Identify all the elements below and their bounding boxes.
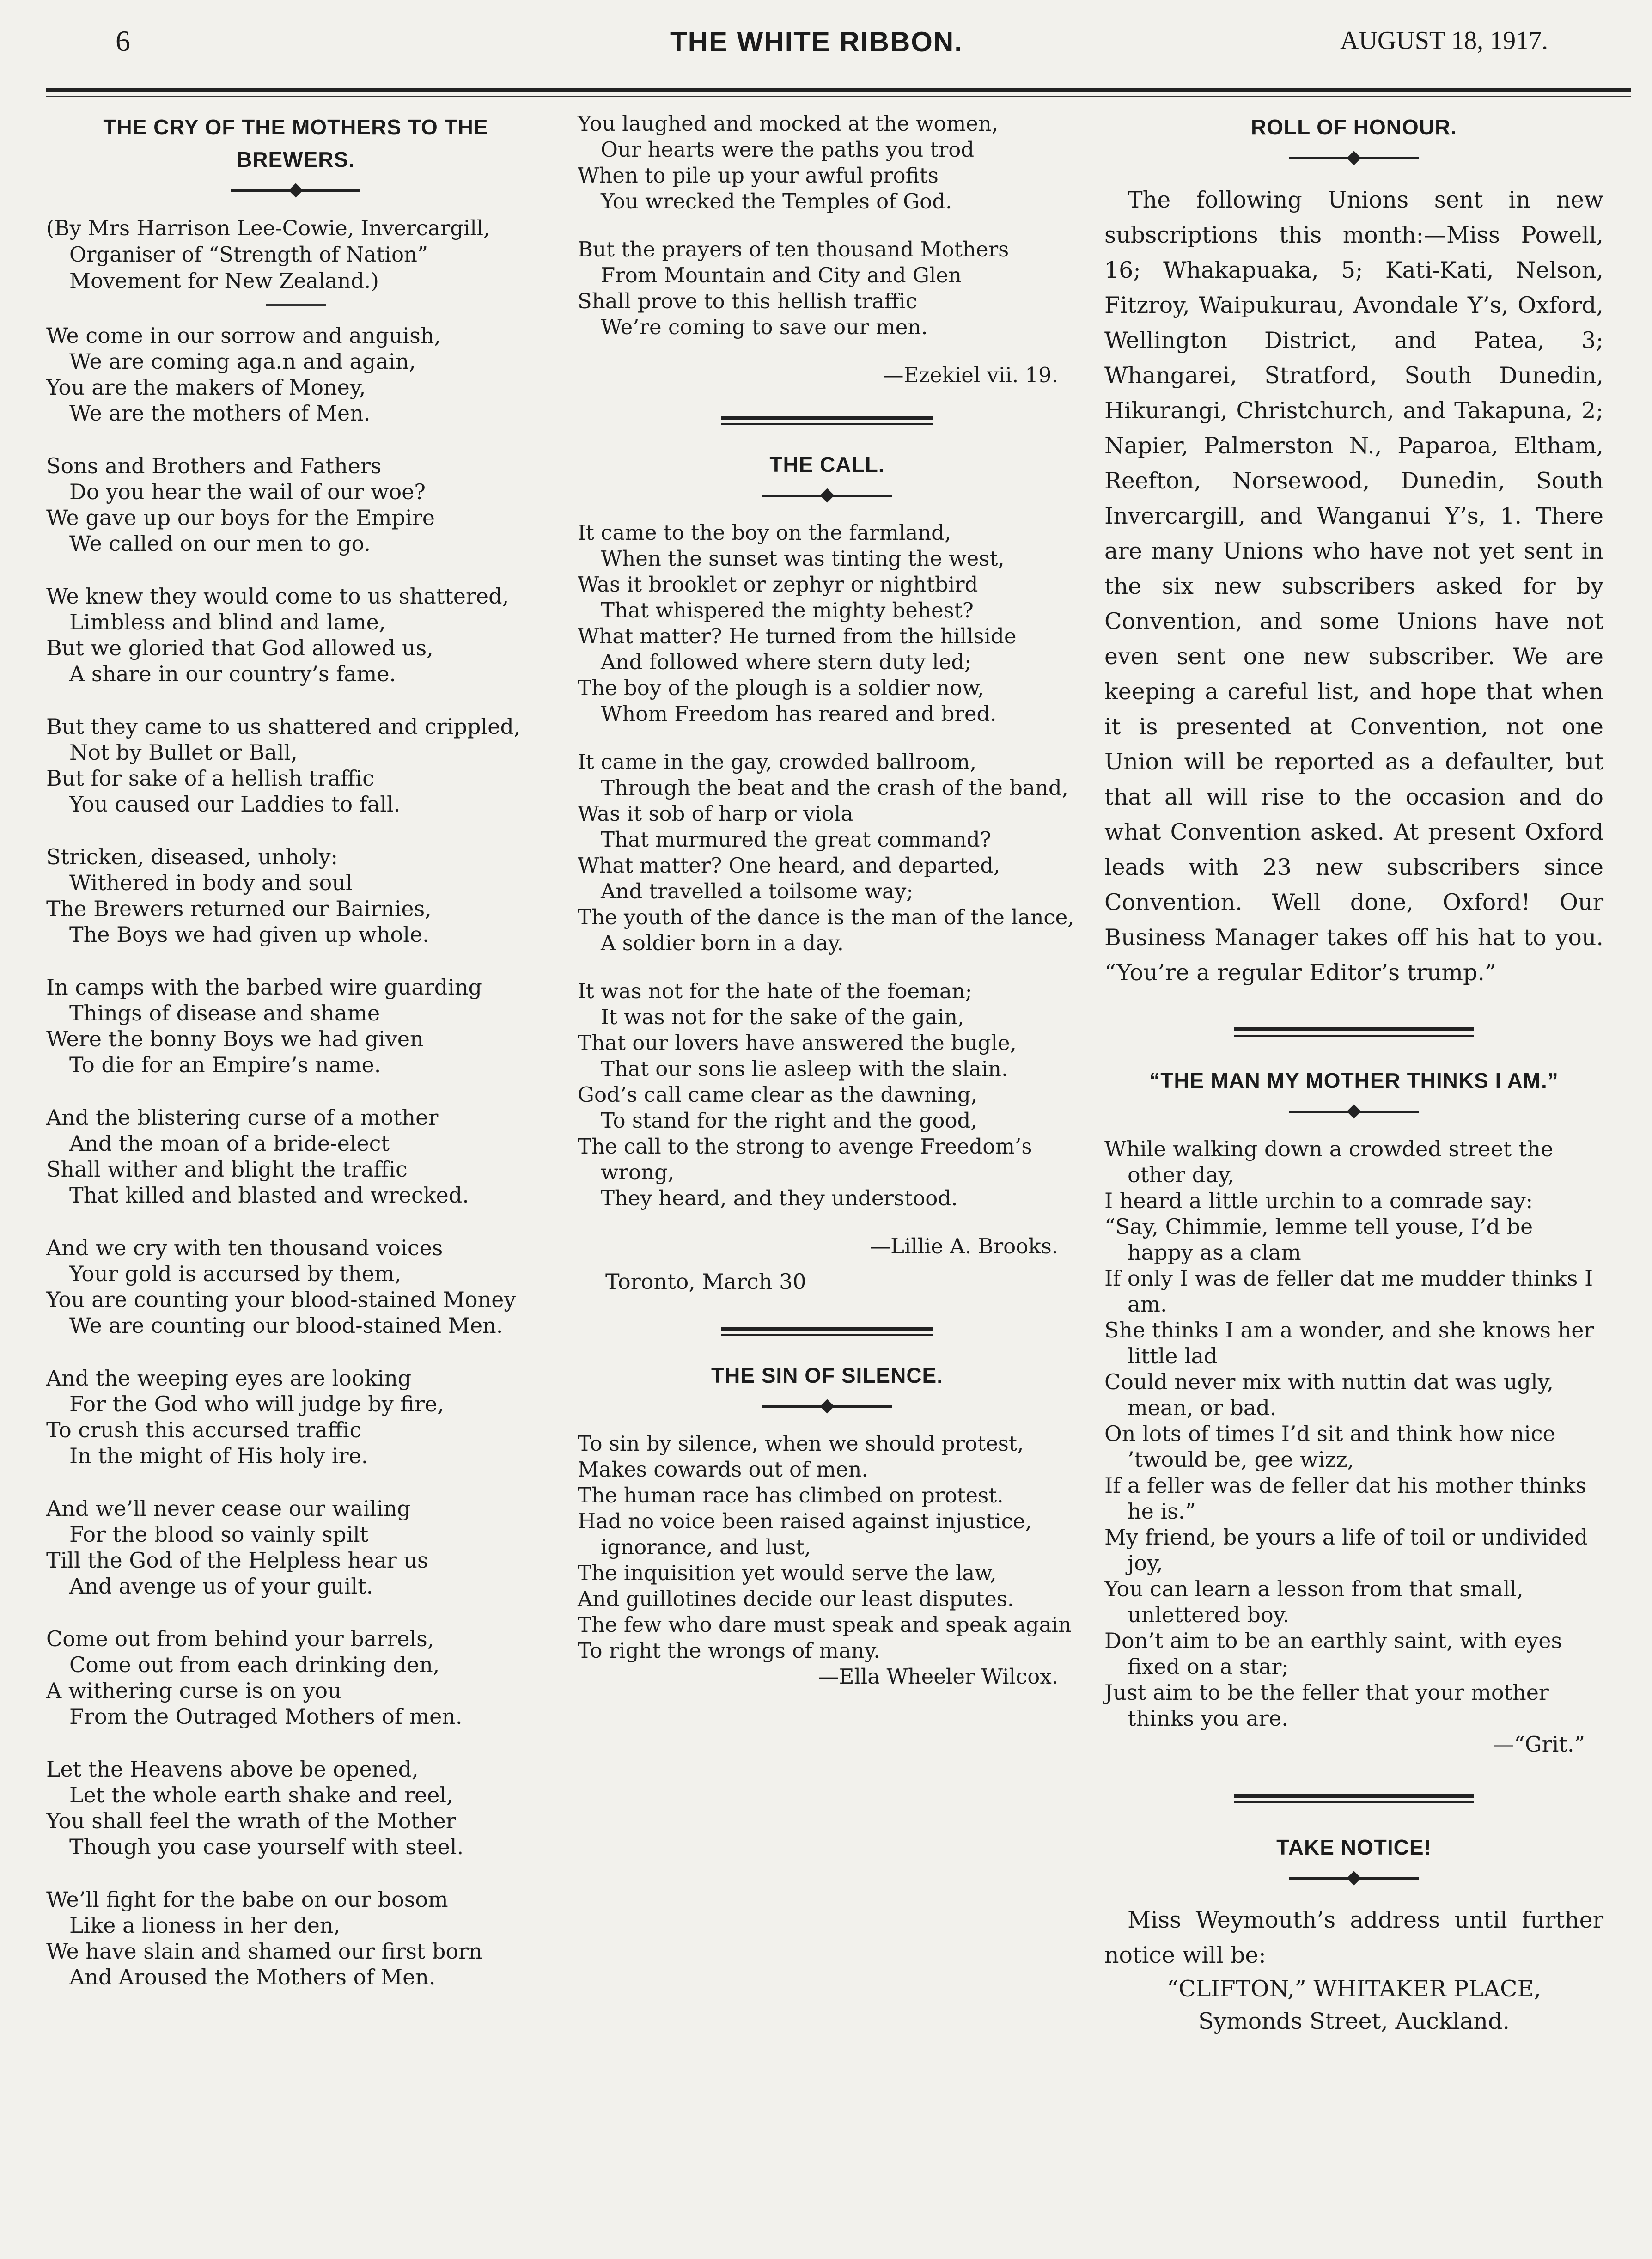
stanza [578, 520, 1077, 727]
poem-line: Through the beat and the crash of the band, [601, 775, 1068, 800]
section-rule [721, 416, 933, 425]
poem-line: Sons and Brothers and Fathers [46, 453, 382, 478]
stanza [46, 1756, 545, 1860]
poem-line: If only I was de feller dat me mudder thinks I am. [1104, 1266, 1593, 1317]
title-ornament [231, 189, 360, 192]
poem-line: For the God who will judge by fire, [69, 1392, 444, 1416]
poem-line: You can learn a lesson from that small, unlettered boy. [1104, 1576, 1524, 1627]
poem-line: If a feller was de feller dat his mother thinks he is.” [1104, 1473, 1586, 1524]
poem-line: That our sons lie asleep with the slain. [601, 1056, 1008, 1081]
call-title: THE CALL. [769, 452, 885, 476]
silence-title: THE SIN OF SILENCE. [711, 1363, 944, 1387]
poem-line: You shall feel the wrath of the Mother [46, 1808, 456, 1833]
silence-poem [578, 1431, 1077, 1664]
header-rule-thin [46, 96, 1631, 97]
poem-line: Whom Freedom has reared and bred. [601, 702, 997, 726]
poem-line: From the Outraged Mothers of men. [69, 1704, 463, 1729]
column-3 [1104, 111, 1603, 2038]
poem-line: Do you hear the wail of our woe? [69, 479, 426, 504]
call-poem [578, 520, 1077, 1211]
notice-address-line1: “CLIFTON,” WHITAKER PLACE, [1167, 1976, 1541, 2002]
poem-line: What matter? He turned from the hillside [578, 624, 1017, 648]
poem-line: You are counting your blood-stained Money [46, 1287, 516, 1312]
poem-line: And avenge us of your guilt. [69, 1574, 373, 1599]
poem-line: And Aroused the Mothers of Men. [69, 1965, 436, 1990]
poem-line: We gave up our boys for the Empire [46, 505, 435, 530]
poem-line: And we cry with ten thousand voices [46, 1235, 443, 1260]
poem-line: Shall prove to this hellish traffic [578, 289, 917, 313]
stanza [46, 714, 545, 817]
cry-poem-continued [578, 111, 1077, 340]
section-rule [721, 1327, 933, 1336]
poem-line: Makes cowards out of men. [578, 1457, 868, 1482]
poem-line: It came in the gay, crowded ballroom, [578, 750, 977, 774]
cry-title: THE CRY OF THE MOTHERS TO THE BREWERS. [103, 115, 488, 171]
poem-line: And guillotines decide our least disputes. [578, 1587, 1014, 1611]
poem-line: To sin by silence, when we should protest, [578, 1431, 1024, 1456]
poem-line: Let the whole earth shake and reel, [69, 1783, 453, 1807]
call-attribution: —Lillie A. Brooks. [870, 1234, 1058, 1258]
notice-address-line2: Symonds Street, Auckland. [1198, 2008, 1510, 2034]
poem-line: To stand for the right and the good, [601, 1108, 977, 1133]
poem-line: You caused our Laddies to fall. [69, 792, 401, 817]
poem-line: Had no voice been raised against injustice, ignorance, and lust, [578, 1509, 1032, 1559]
issue-date: AUGUST 18, 1917. [1340, 26, 1548, 55]
poem-line: That killed and blasted and wrecked. [69, 1183, 469, 1208]
stanza [578, 111, 1077, 214]
call-place: Toronto, March 30 [605, 1269, 806, 1294]
poem-line: Our hearts were the paths you trod [601, 137, 975, 162]
poem-line: A share in our country’s fame. [69, 661, 396, 686]
cry-attribution: —Ezekiel vii. 19. [883, 363, 1058, 387]
stanza [46, 1887, 545, 1990]
stanza [46, 844, 545, 947]
stanza [46, 323, 545, 426]
poem-line: Like a lioness in her den, [69, 1913, 341, 1938]
stanza [578, 237, 1077, 340]
poem-line: From Mountain and City and Glen [601, 263, 962, 287]
poem-line: We come in our sorrow and anguish, [46, 323, 441, 348]
poem-line: Was it sob of harp or viola [578, 801, 853, 826]
stanza [46, 1105, 545, 1208]
poem-line: Let the Heavens above be opened, [46, 1757, 419, 1782]
notice-title: TAKE NOTICE! [1276, 1835, 1432, 1859]
poem-line: On lots of times I’d sit and think how nice ’twould be, gee wizz, [1104, 1421, 1555, 1472]
honour-text: The following Unions sent in new subscriptions this month:—Miss Powell, 16; Whakapuaka, 5; Kati-Kati, Nelson, Fitzroy, Waipukurau, Avondale Y’s, Oxford, Wellington District, and Patea, 3; Whangarei, Stratford, South Dunedin, Hikurangi, Christchurch, and Takapuna, 2; Napier, Palmerston N., Paparoa, Eltham, Reefton, Norsewood, Dunedin, South Invercargill, and Wanganui Y’s, 1. There are many Unions who have not yet sent in the six new subscribers asked for by Convention, and some Unions have not even sent one new subscriber. We are keeping a careful list, and hope that when it is presented at Convention, not one Union will be reported as a defaulter, but that all will rise to the occasion and do what Convention asked. At present Oxford leads with 23 new subscribers since Convention. Well done, Oxford! Our Business Manager takes off his hat to you. “You’re a regular Editor’s trump.” [1104, 187, 1603, 986]
stanza [46, 453, 545, 556]
poem-line: Come out from each drinking den, [69, 1652, 440, 1677]
mother-attribution: —“Grit.” [1493, 1732, 1585, 1757]
poem-line: Your gold is accursed by them, [69, 1261, 402, 1286]
poem-line: While walking down a crowded street the other day, [1104, 1136, 1554, 1187]
poem-line: The boy of the plough is a soldier now, [578, 676, 984, 700]
poem-line: The Boys we had given up whole. [69, 922, 429, 947]
poem-line: It was not for the sake of the gain, [601, 1005, 964, 1029]
stanza [46, 1235, 545, 1338]
honour-title: ROLL OF HONOUR. [1250, 115, 1457, 139]
poem-line: That our lovers have answered the bugle, [578, 1031, 1017, 1055]
poem-line: God’s call came clear as the dawning, [578, 1082, 978, 1107]
poem-line: Just aim to be the feller that your mother thinks you are. [1104, 1680, 1549, 1731]
poem-line: It came to the boy on the farmland, [578, 520, 951, 545]
silence-attribution: —Ella Wheeler Wilcox. [818, 1664, 1058, 1689]
poem-line: Was it brooklet or zephyr or nightbird [578, 572, 978, 597]
poem-line: When the sunset was tinting the west, [601, 546, 1005, 571]
poem-line: It was not for the hate of the foeman; [578, 979, 972, 1003]
poem-line: That whispered the mighty behest? [601, 598, 974, 623]
poem-line: Could never mix with nuttin dat was ugly, mean, or bad. [1104, 1369, 1554, 1420]
title-ornament [1289, 1877, 1419, 1880]
poem-line: You are the makers of Money, [46, 375, 366, 400]
poem-line: When to pile up your awful profits [578, 163, 939, 188]
poem-line: We’re coming to save our men. [601, 315, 928, 339]
poem-line: The human race has climbed on protest. [578, 1483, 1004, 1508]
stanza [46, 1626, 545, 1729]
poem-line: We are counting our blood-stained Men. [69, 1313, 503, 1338]
poem-line: A withering curse is on you [46, 1678, 341, 1703]
mother-title: “THE MAN MY MOTHER THINKS I AM.” [1149, 1068, 1559, 1093]
poem-line: A soldier born in a day. [601, 931, 844, 955]
poem-line: Were the bonny Boys we had given [46, 1026, 424, 1051]
poem-line: To die for an Empire’s name. [69, 1052, 381, 1077]
poem-line: And travelled a toilsome way; [601, 879, 914, 904]
poem-line: Shall wither and blight the traffic [46, 1157, 408, 1182]
poem-line: We are the mothers of Men. [69, 401, 371, 426]
poem-line: The Brewers returned our Bairnies, [46, 896, 432, 921]
stanza [46, 1365, 545, 1469]
poem-line: The few who dare must speak and speak again [578, 1612, 1072, 1637]
poem-line: We have slain and shamed our first born [46, 1939, 482, 1964]
poem-line: We called on our men to go. [69, 531, 371, 556]
poem-line: You wrecked the Temples of God. [601, 189, 952, 214]
column-1 [46, 111, 545, 2017]
poem-line: You laughed and mocked at the women, [578, 111, 999, 136]
poem-line: But we gloried that God allowed us, [46, 635, 433, 660]
poem-line: The inquisition yet would serve the law, [578, 1561, 997, 1585]
poem-line: Till the God of the Helpless hear us [46, 1548, 428, 1573]
stanza [46, 1496, 545, 1599]
poem-line: We’ll fight for the babe on our bosom [46, 1887, 448, 1912]
poem-line: But they came to us shattered and crippled, [46, 714, 521, 739]
poem-line: And we’ll never cease our wailing [46, 1496, 411, 1521]
header-rule [46, 88, 1631, 92]
mother-poem [1104, 1136, 1603, 1731]
page-number: 6 [116, 24, 130, 57]
poem-line: Withered in body and soul [69, 870, 353, 895]
poem-line: They heard, and they understood. [601, 1186, 958, 1210]
poem-line: Stricken, diseased, unholy: [46, 844, 338, 869]
poem-line: And followed where stern duty led; [601, 650, 972, 674]
poem-line: Not by Bullet or Ball, [69, 740, 298, 765]
page-header [0, 0, 1652, 92]
poem-line: Limbless and blind and lame, [69, 610, 386, 635]
short-rule [266, 304, 326, 306]
stanza [578, 978, 1077, 1211]
title-ornament [1289, 1111, 1419, 1113]
cry-byline: (By Mrs Harrison Lee-Cowie, Invercargill, Organiser of “Strength of Nation” Movement for New Zealand.) [46, 216, 490, 293]
section-rule [1234, 1794, 1474, 1803]
title-ornament [762, 1405, 892, 1408]
poem-line: But the prayers of ten thousand Mothers [578, 237, 1009, 262]
poem-line: And the weeping eyes are looking [46, 1366, 412, 1391]
poem-line: We knew they would come to us shattered, [46, 584, 509, 609]
poem-line: We are coming aga.n and again, [69, 349, 416, 374]
poem-line: The call to the strong to avenge Freedom’s wrong, [578, 1134, 1032, 1184]
poem-line: Though you case yourself with steel. [69, 1834, 464, 1859]
column-2 [578, 111, 1077, 1690]
poem-line: For the blood so vainly spilt [69, 1522, 369, 1547]
poem-line: I heard a little urchin to a comrade say: [1104, 1188, 1533, 1213]
stanza [46, 974, 545, 1078]
poem-line: To right the wrongs of many. [578, 1638, 880, 1663]
section-rule [1234, 1027, 1474, 1037]
poem-line: My friend, be yours a life of toil or undivided joy, [1104, 1525, 1588, 1575]
cry-poem [46, 323, 545, 1990]
title-ornament [762, 495, 892, 497]
poem-line: In the might of His holy ire. [69, 1443, 368, 1468]
poem-line: The youth of the dance is the man of the lance, [578, 905, 1074, 929]
poem-line: To crush this accursed traffic [46, 1417, 362, 1442]
title-ornament [1289, 157, 1419, 159]
poem-line: “Say, Chimmie, lemme tell youse, I’d be happy as a clam [1104, 1214, 1533, 1265]
poem-line: She thinks I am a wonder, and she knows her little lad [1104, 1318, 1594, 1368]
poem-line: Don’t aim to be an earthly saint, with eyes fixed on a star; [1104, 1628, 1562, 1679]
poem-line: And the moan of a bride-elect [69, 1131, 390, 1156]
stanza [46, 583, 545, 687]
notice-text: Miss Weymouth’s address until further notice will be: [1104, 1907, 1603, 1968]
stanza [578, 749, 1077, 956]
poem-line: That murmured the great command? [601, 827, 991, 852]
poem-line: In camps with the barbed wire guarding [46, 975, 482, 1000]
poem-line: What matter? One heard, and departed, [578, 853, 1000, 878]
poem-line: But for sake of a hellish traffic [46, 766, 374, 791]
poem-line: Come out from behind your barrels, [46, 1626, 434, 1651]
masthead: THE WHITE RIBBON. [670, 26, 963, 57]
poem-line: Things of disease and shame [69, 1001, 380, 1026]
poem-line: And the blistering curse of a mother [46, 1105, 439, 1130]
